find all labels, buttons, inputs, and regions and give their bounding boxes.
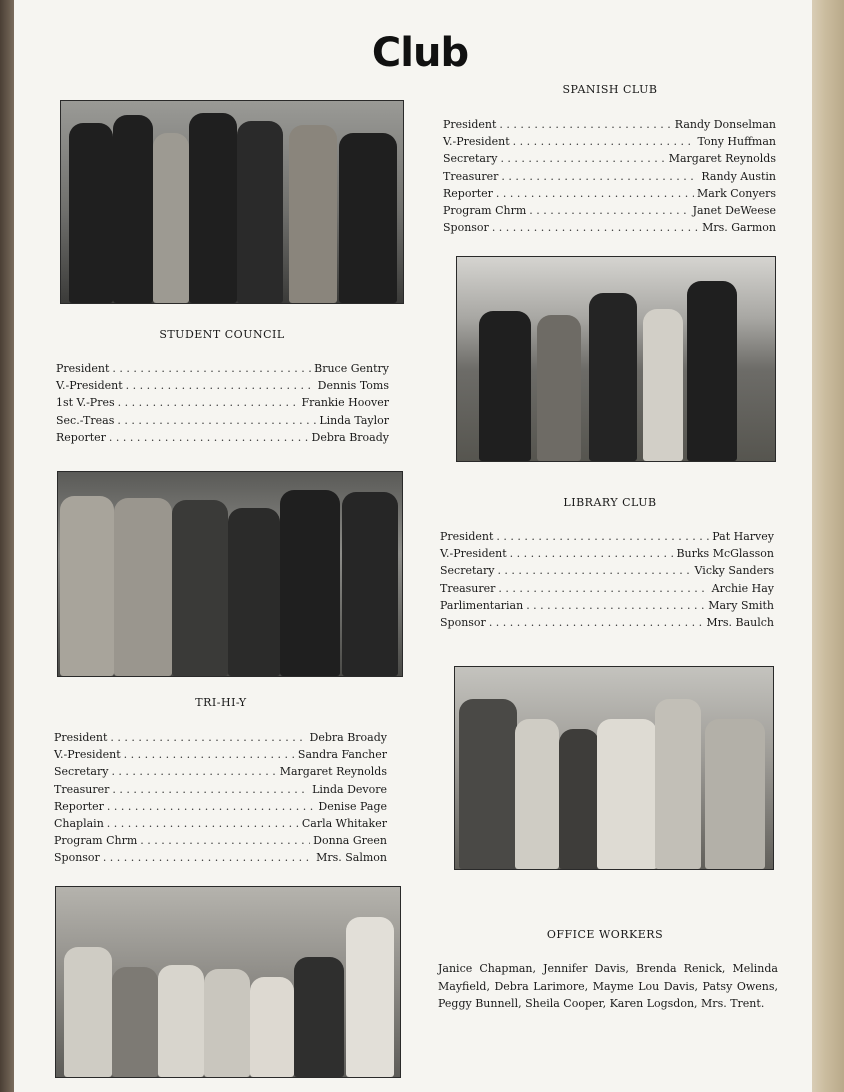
library-club-heading: LIBRARY CLUB bbox=[563, 496, 657, 509]
officer-row: Chaplain . . . Carla Whitaker bbox=[54, 815, 387, 832]
officer-row: V.-President . . . Tony Huffman bbox=[443, 133, 776, 150]
tri-hi-y-photo bbox=[57, 471, 403, 677]
student-council-heading: STUDENT COUNCIL bbox=[159, 328, 285, 341]
officer-row: Treasurer . . . Linda Devore bbox=[54, 781, 387, 798]
officer-row: Treasurer . . . Archie Hay bbox=[440, 580, 774, 597]
officer-row: Program Chrm . . . Janet DeWeese bbox=[443, 202, 776, 219]
spanish-club-heading: SPANISH CLUB bbox=[562, 83, 658, 96]
officer-row: President . . . Randy Donselman bbox=[443, 116, 776, 133]
officer-row: Reporter . . . Debra Broady bbox=[56, 429, 389, 446]
spanish-club-officers bbox=[443, 116, 776, 236]
officer-row: Treasurer . . . Randy Austin bbox=[443, 168, 776, 185]
officer-row: Parlimentarian . . . Mary Smith bbox=[440, 597, 774, 614]
library-club-photo bbox=[456, 256, 776, 462]
officer-row: V.-President . . . Dennis Toms bbox=[56, 377, 389, 394]
officer-row: President . . . Pat Harvey bbox=[440, 528, 774, 545]
officer-row: V.-President . . . Burks McGlasson bbox=[440, 545, 774, 562]
officer-row: Secretary . . . Margaret Reynolds bbox=[54, 763, 387, 780]
officer-row: Secretary . . . Margaret Reynolds bbox=[443, 150, 776, 167]
student-council-photo bbox=[60, 100, 404, 304]
officer-row: Program Chrm . . . Donna Green bbox=[54, 832, 387, 849]
student-council-officers bbox=[56, 360, 389, 446]
officer-row: Sponsor . . . Mrs. Salmon bbox=[54, 849, 387, 866]
officer-row: President . . . Bruce Gentry bbox=[56, 360, 389, 377]
tri-hi-y-heading: TRI-HI-Y bbox=[195, 696, 247, 709]
library-club-officers bbox=[440, 528, 774, 631]
office-workers-photo bbox=[454, 666, 774, 870]
binding-edge bbox=[0, 0, 14, 1092]
office-workers-heading: OFFICE WORKERS bbox=[546, 928, 664, 941]
officer-row: Sponsor . . . Mrs. Garmon bbox=[443, 219, 776, 236]
officer-row: Reporter . . . Denise Page bbox=[54, 798, 387, 815]
officer-row: Secretary . . . Vicky Sanders bbox=[440, 562, 774, 579]
office-workers-members: Janice Chapman, Jennifer Davis, Brenda Renick, Melinda Mayfield, Debra Larimore, Mayme Lou Davis, Patsy Owens, Peggy Bunnell, Sheila Cooper, Karen Logsdon, Mrs. Trent. bbox=[438, 962, 778, 1010]
page-title: Club bbox=[371, 30, 469, 76]
officer-row: Sec.-Treas . . . Linda Taylor bbox=[56, 412, 389, 429]
officer-row: 1st V.-Pres . . . Frankie Hoover bbox=[56, 394, 389, 411]
tri-hi-y-officers bbox=[54, 729, 387, 867]
officer-row: Sponsor . . . Mrs. Baulch bbox=[440, 614, 774, 631]
officer-row: Reporter . . . Mark Conyers bbox=[443, 185, 776, 202]
officer-row: V.-President . . . Sandra Fancher bbox=[54, 746, 387, 763]
officer-row: President . . . Debra Broady bbox=[54, 729, 387, 746]
group-photo-bottom-left bbox=[55, 886, 401, 1078]
page-edge bbox=[812, 0, 844, 1092]
